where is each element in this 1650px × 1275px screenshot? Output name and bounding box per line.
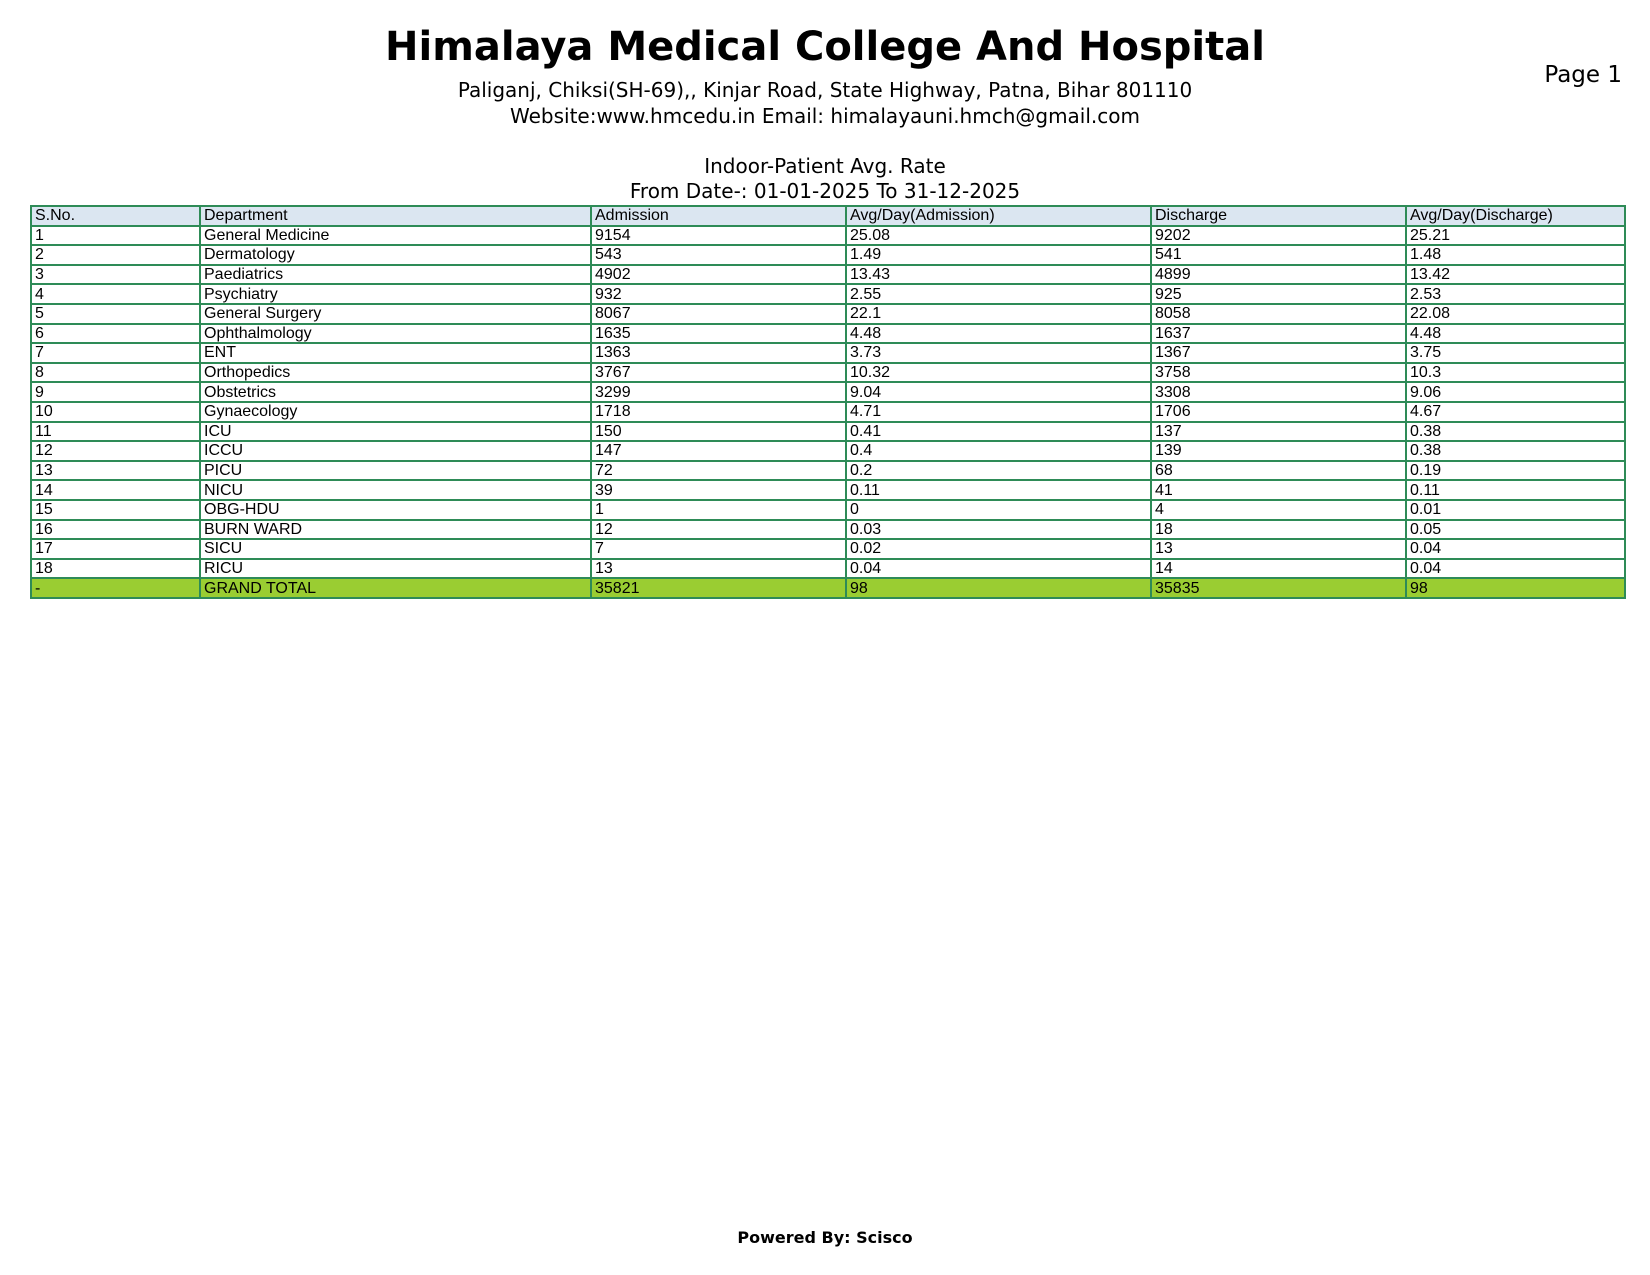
cell-admission: 39 [591, 480, 846, 500]
table-row [31, 304, 1625, 324]
cell-department: Psychiatry [200, 284, 591, 304]
cell-admission: 1718 [591, 402, 846, 422]
cell-sno: 15 [31, 500, 200, 520]
cell-department: General Medicine [200, 226, 591, 246]
cell-admission: 9154 [591, 226, 846, 246]
cell-admission: 3767 [591, 363, 846, 383]
cell-department: Obstetrics [200, 382, 591, 402]
cell-avg-admission: 9.04 [846, 382, 1151, 402]
cell-avg-admission: 0.11 [846, 480, 1151, 500]
cell-avg-admission: 13.43 [846, 265, 1151, 285]
column-header-department: Department [200, 206, 591, 226]
cell-admission: 1 [591, 500, 846, 520]
cell-discharge: 9202 [1151, 226, 1406, 246]
column-header-avg-admission: Avg/Day(Admission) [846, 206, 1151, 226]
report-title: Indoor-Patient Avg. Rate [704, 154, 946, 178]
table-row [31, 559, 1625, 579]
cell-discharge: 13 [1151, 539, 1406, 559]
table-row [31, 539, 1625, 559]
cell-avg-admission: 22.1 [846, 304, 1151, 324]
cell-department: Gynaecology [200, 402, 591, 422]
table-row [31, 441, 1625, 461]
table-row [31, 363, 1625, 383]
cell-sno: 5 [31, 304, 200, 324]
cell-avg-admission: 25.08 [846, 226, 1151, 246]
cell-avg-admission: 0.2 [846, 461, 1151, 481]
cell-admission: 13 [591, 559, 846, 579]
cell-avg-discharge: 25.21 [1406, 226, 1625, 246]
cell-department: General Surgery [200, 304, 591, 324]
cell-discharge: 1367 [1151, 343, 1406, 363]
cell-avg-discharge: 10.3 [1406, 363, 1625, 383]
cell-department: RICU [200, 559, 591, 579]
cell-sno: 13 [31, 461, 200, 481]
powered-by-footer: Powered By: Scisco [737, 1228, 913, 1247]
cell-admission: 932 [591, 284, 846, 304]
table-row [31, 422, 1625, 442]
cell-department: NICU [200, 480, 591, 500]
page-number: Page 1 [1544, 62, 1622, 88]
cell-department: Ophthalmology [200, 324, 591, 344]
cell-sno: 9 [31, 382, 200, 402]
cell-sno: 4 [31, 284, 200, 304]
cell-department: ICU [200, 422, 591, 442]
cell-admission: 147 [591, 441, 846, 461]
cell-admission: 543 [591, 245, 846, 265]
cell-department: BURN WARD [200, 520, 591, 540]
cell-avg-discharge: 0.04 [1406, 559, 1625, 579]
hospital-name: Himalaya Medical College And Hospital [385, 24, 1265, 70]
cell-avg-discharge: 4.67 [1406, 402, 1625, 422]
cell-discharge: 68 [1151, 461, 1406, 481]
cell-sno: 14 [31, 480, 200, 500]
cell-discharge: 4899 [1151, 265, 1406, 285]
cell-department: SICU [200, 539, 591, 559]
table-row [31, 226, 1625, 246]
cell-discharge: 14 [1151, 559, 1406, 579]
cell-department: Dermatology [200, 245, 591, 265]
cell-avg-admission: 0.4 [846, 441, 1151, 461]
cell-sno: 2 [31, 245, 200, 265]
cell-avg-admission: 0.03 [846, 520, 1151, 540]
table-row [31, 402, 1625, 422]
table-header [31, 206, 1625, 226]
cell-avg-admission: 0 [846, 500, 1151, 520]
cell-avg-admission: 0.41 [846, 422, 1151, 442]
cell-sno: 16 [31, 520, 200, 540]
hospital-contact: Website:www.hmcedu.in Email: himalayauni.hmch@gmail.com [509, 104, 1140, 128]
cell-sno: 1 [31, 226, 200, 246]
cell-avg-discharge: 0.11 [1406, 480, 1625, 500]
column-header-avg-discharge: Avg/Day(Discharge) [1406, 206, 1625, 226]
cell-sno: 10 [31, 402, 200, 422]
column-header-admission: Admission [591, 206, 846, 226]
cell-discharge: 8058 [1151, 304, 1406, 324]
cell-avg-discharge: 3.75 [1406, 343, 1625, 363]
table-row [31, 480, 1625, 500]
cell-avg-discharge: 0.05 [1406, 520, 1625, 540]
table-row [31, 520, 1625, 540]
cell-avg-admission: 1.49 [846, 245, 1151, 265]
cell-avg-admission: 10.32 [846, 363, 1151, 383]
cell-department: Orthopedics [200, 363, 591, 383]
column-header-sno: S.No. [31, 206, 200, 226]
total-cell-avg-discharge: 98 [1406, 578, 1625, 598]
table-row [31, 284, 1625, 304]
table-row [31, 382, 1625, 402]
total-cell-discharge: 35835 [1151, 578, 1406, 598]
hospital-address: Paliganj, Chiksi(SH-69),, Kinjar Road, State Highway, Patna, Bihar 801110 [457, 78, 1193, 102]
cell-discharge: 541 [1151, 245, 1406, 265]
cell-department: Paediatrics [200, 265, 591, 285]
cell-avg-admission: 4.71 [846, 402, 1151, 422]
cell-discharge: 139 [1151, 441, 1406, 461]
cell-discharge: 3758 [1151, 363, 1406, 383]
cell-avg-discharge: 22.08 [1406, 304, 1625, 324]
cell-sno: 8 [31, 363, 200, 383]
cell-admission: 12 [591, 520, 846, 540]
cell-admission: 150 [591, 422, 846, 442]
table-row [31, 324, 1625, 344]
total-cell-department: GRAND TOTAL [200, 578, 591, 598]
table-row [31, 343, 1625, 363]
cell-avg-discharge: 1.48 [1406, 245, 1625, 265]
cell-sno: 17 [31, 539, 200, 559]
cell-department: OBG-HDU [200, 500, 591, 520]
cell-avg-admission: 0.02 [846, 539, 1151, 559]
cell-discharge: 1637 [1151, 324, 1406, 344]
cell-sno: 12 [31, 441, 200, 461]
cell-discharge: 925 [1151, 284, 1406, 304]
cell-avg-discharge: 0.38 [1406, 441, 1625, 461]
cell-avg-discharge: 9.06 [1406, 382, 1625, 402]
cell-admission: 1363 [591, 343, 846, 363]
indoor-patient-table [30, 205, 1626, 599]
cell-department: PICU [200, 461, 591, 481]
cell-sno: 3 [31, 265, 200, 285]
cell-discharge: 18 [1151, 520, 1406, 540]
cell-avg-discharge: 4.48 [1406, 324, 1625, 344]
cell-avg-admission: 0.04 [846, 559, 1151, 579]
table-body [31, 226, 1625, 598]
cell-discharge: 4 [1151, 500, 1406, 520]
report-date-range: From Date-: 01-01-2025 To 31-12-2025 [629, 179, 1021, 203]
cell-avg-discharge: 0.04 [1406, 539, 1625, 559]
header-row [31, 206, 1625, 226]
cell-avg-discharge: 0.01 [1406, 500, 1625, 520]
table-row [31, 265, 1625, 285]
cell-avg-admission: 2.55 [846, 284, 1151, 304]
total-cell-sno: - [31, 578, 200, 598]
table-row [31, 461, 1625, 481]
cell-discharge: 137 [1151, 422, 1406, 442]
column-header-discharge: Discharge [1151, 206, 1406, 226]
table-row [31, 245, 1625, 265]
cell-sno: 11 [31, 422, 200, 442]
cell-avg-admission: 3.73 [846, 343, 1151, 363]
cell-admission: 7 [591, 539, 846, 559]
total-cell-admission: 35821 [591, 578, 846, 598]
cell-department: ENT [200, 343, 591, 363]
cell-avg-discharge: 13.42 [1406, 265, 1625, 285]
cell-admission: 72 [591, 461, 846, 481]
total-cell-avg-admission: 98 [846, 578, 1151, 598]
cell-avg-discharge: 0.38 [1406, 422, 1625, 442]
cell-department: ICCU [200, 441, 591, 461]
cell-sno: 6 [31, 324, 200, 344]
cell-admission: 1635 [591, 324, 846, 344]
cell-admission: 4902 [591, 265, 846, 285]
cell-discharge: 3308 [1151, 382, 1406, 402]
cell-discharge: 41 [1151, 480, 1406, 500]
cell-sno: 7 [31, 343, 200, 363]
table-row [31, 500, 1625, 520]
cell-avg-admission: 4.48 [846, 324, 1151, 344]
cell-avg-discharge: 2.53 [1406, 284, 1625, 304]
cell-sno: 18 [31, 559, 200, 579]
cell-discharge: 1706 [1151, 402, 1406, 422]
cell-admission: 8067 [591, 304, 846, 324]
grand-total-row [31, 578, 1625, 598]
cell-admission: 3299 [591, 382, 846, 402]
cell-avg-discharge: 0.19 [1406, 461, 1625, 481]
